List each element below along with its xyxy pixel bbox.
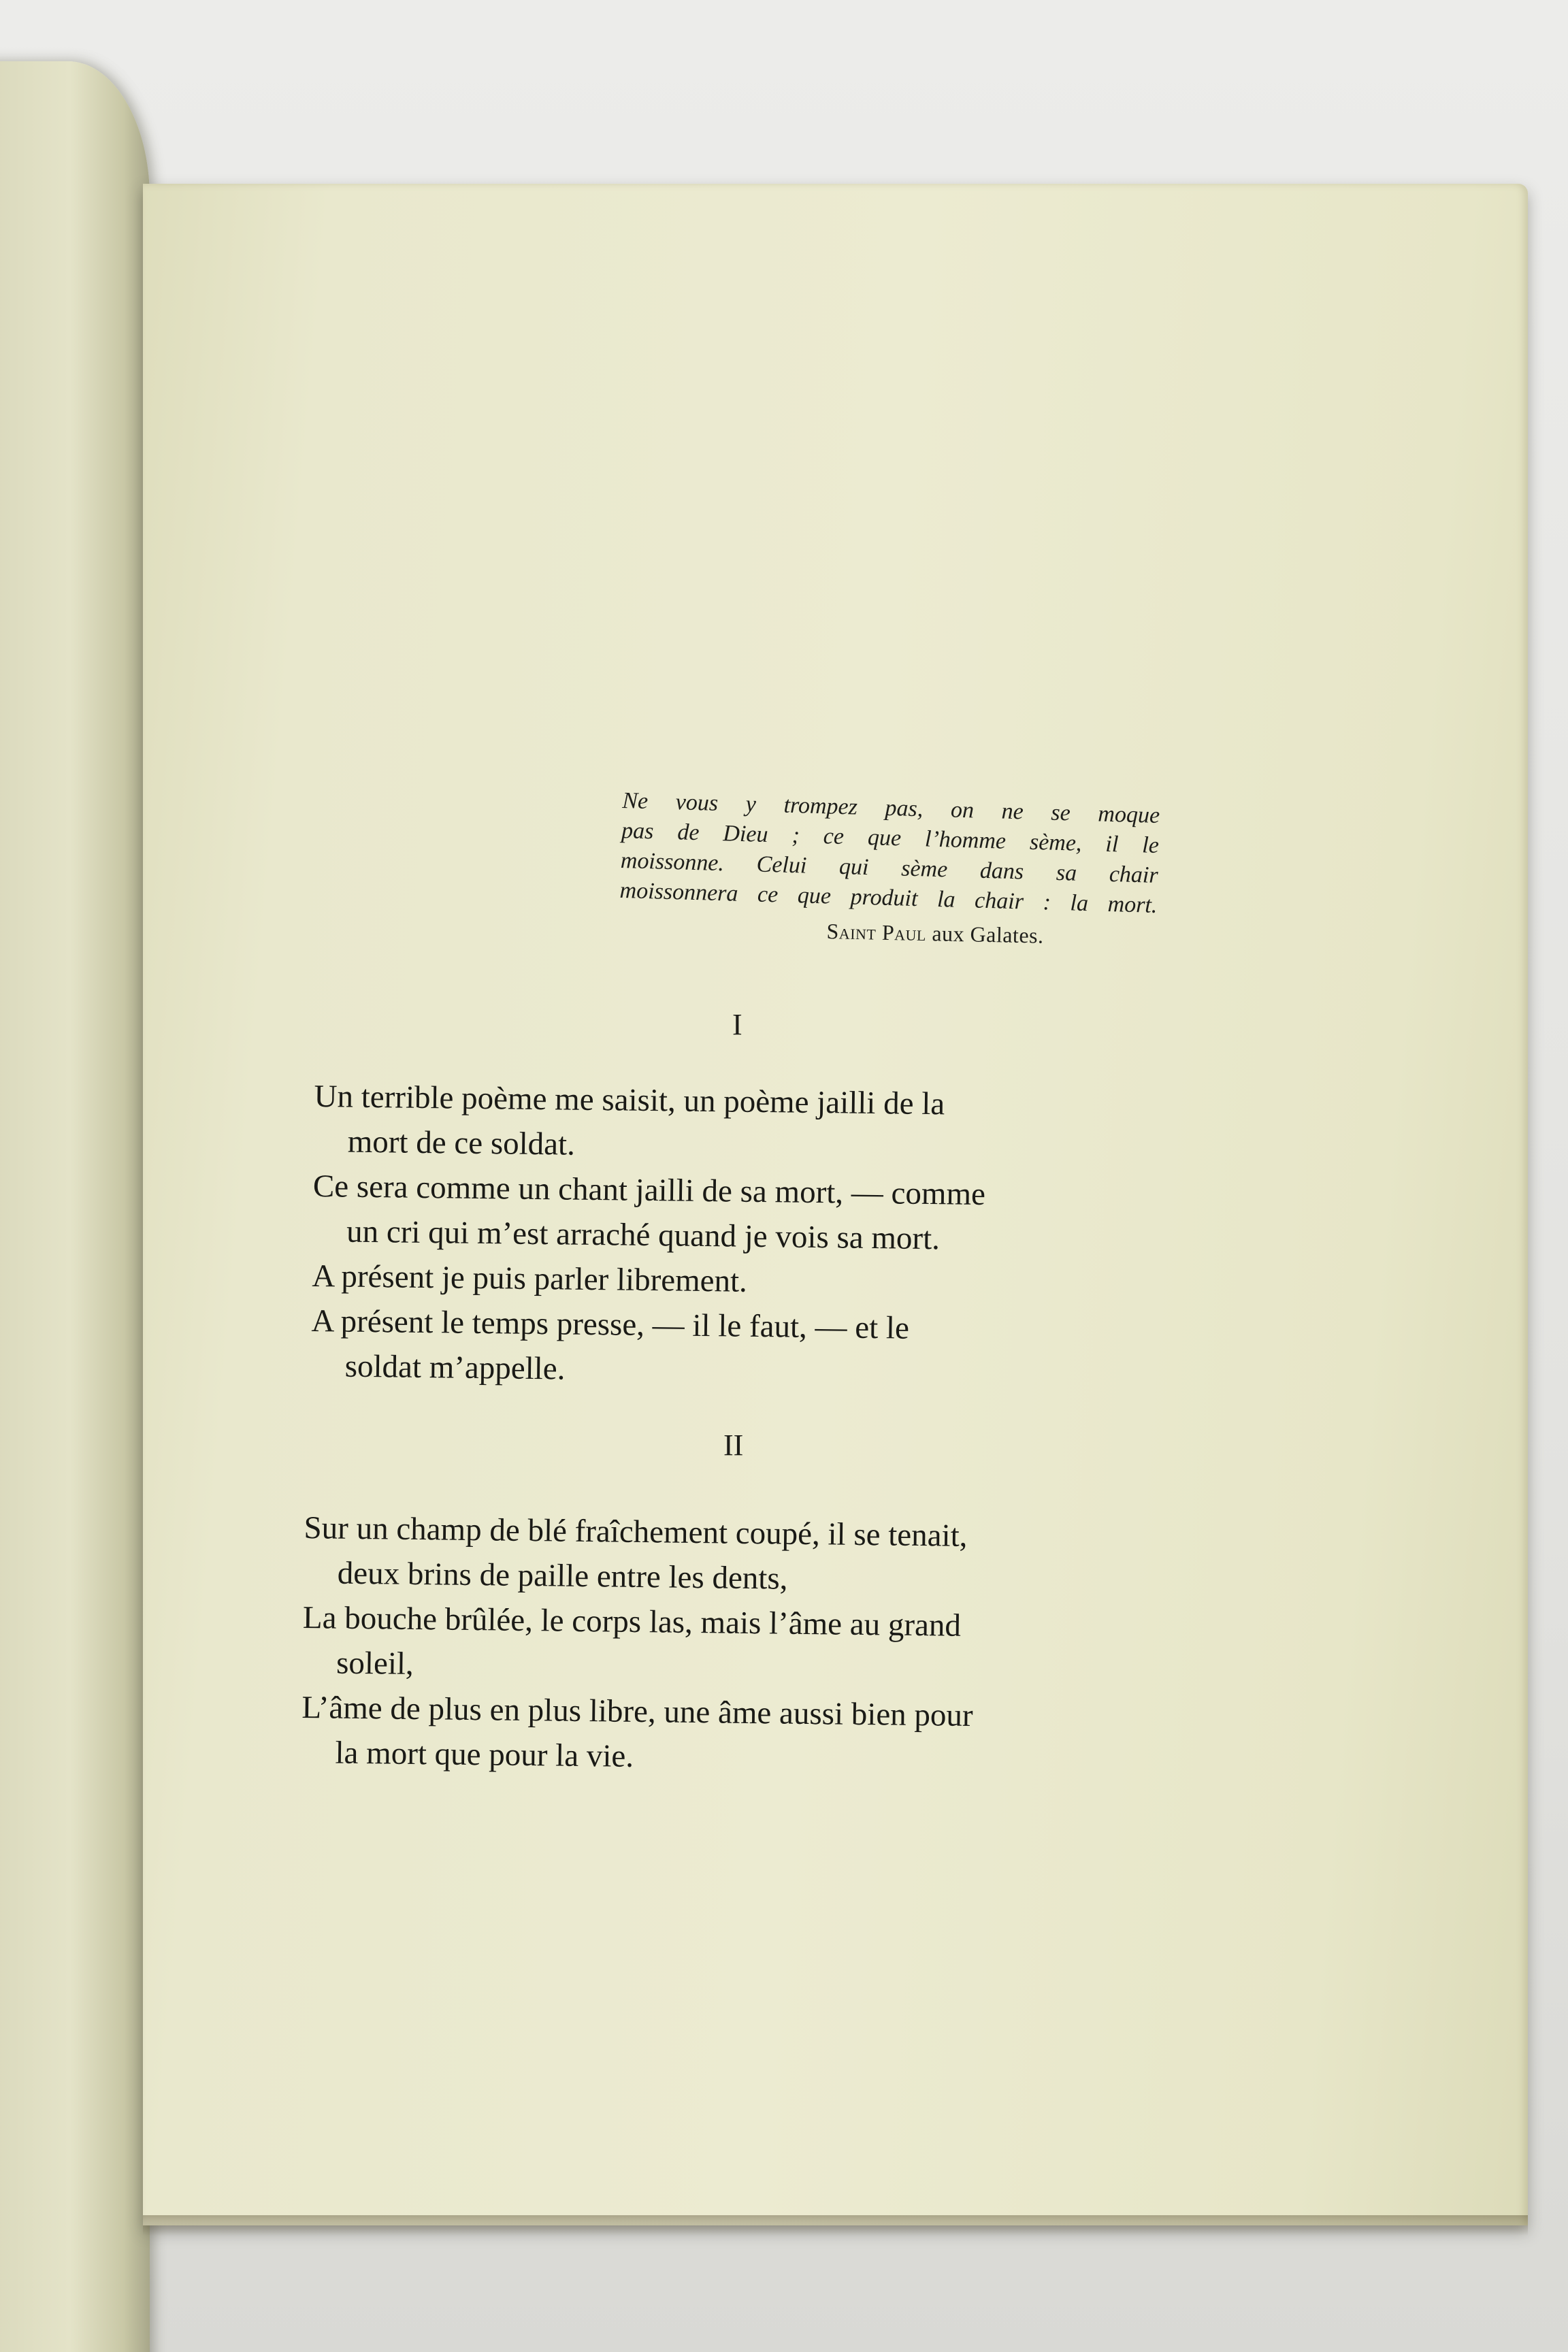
poem-line: Un terrible poème me saisit, un poème jailli de la (314, 1078, 945, 1122)
poem-line: soldat m’appelle. (344, 1348, 566, 1387)
poem-line: La bouche brûlée, le corps las, mais l’âme au grand (302, 1599, 962, 1644)
attribution-name: Saint Paul (826, 919, 927, 946)
epigraph-attribution (826, 919, 1044, 949)
epigraph (619, 786, 1160, 921)
section-number-2: II (723, 1428, 744, 1462)
poem-line: mort de ce soldat. (347, 1124, 576, 1162)
poem-section-1 (310, 1074, 1165, 1399)
poem-line: A présent je puis parler librement. (312, 1258, 748, 1299)
poem-line: L’âme de plus en plus libre, une âme aussi bien pour (301, 1689, 973, 1734)
attribution-rest: aux Galates. (932, 921, 1044, 948)
epigraph-line: Ne vous y trompez pas, on ne se moque (621, 787, 1160, 829)
poem-section-2 (301, 1505, 1169, 1785)
poem-line: un cri qui m’est arraché quand je vois sa mort. (346, 1213, 941, 1257)
epigraph-line: moissonnera ce que produit la chair : la mort. (619, 877, 1158, 918)
section-number-1: I (732, 1008, 742, 1041)
poem-line: la mort que pour la vie. (335, 1735, 634, 1774)
epigraph-line: moissonne. Celui qui sème dans sa chair (620, 847, 1159, 889)
poem-line: A présent le temps presse, — il le faut, — et le (311, 1303, 910, 1346)
poem-line: Ce sera comme un chant jailli de sa mort, — comme (312, 1168, 986, 1213)
poem-line: Sur un champ de blé fraîchement coupé, il se tenait, (304, 1509, 968, 1554)
page-shadow (143, 2215, 1528, 2236)
epigraph-line: pas de Dieu ; ce que l’homme sème, il le (621, 817, 1160, 859)
poem-line: soleil, (336, 1645, 414, 1682)
poem-line: deux brins de paille entre les dents, (337, 1555, 788, 1597)
left-page-edge (0, 61, 150, 2352)
